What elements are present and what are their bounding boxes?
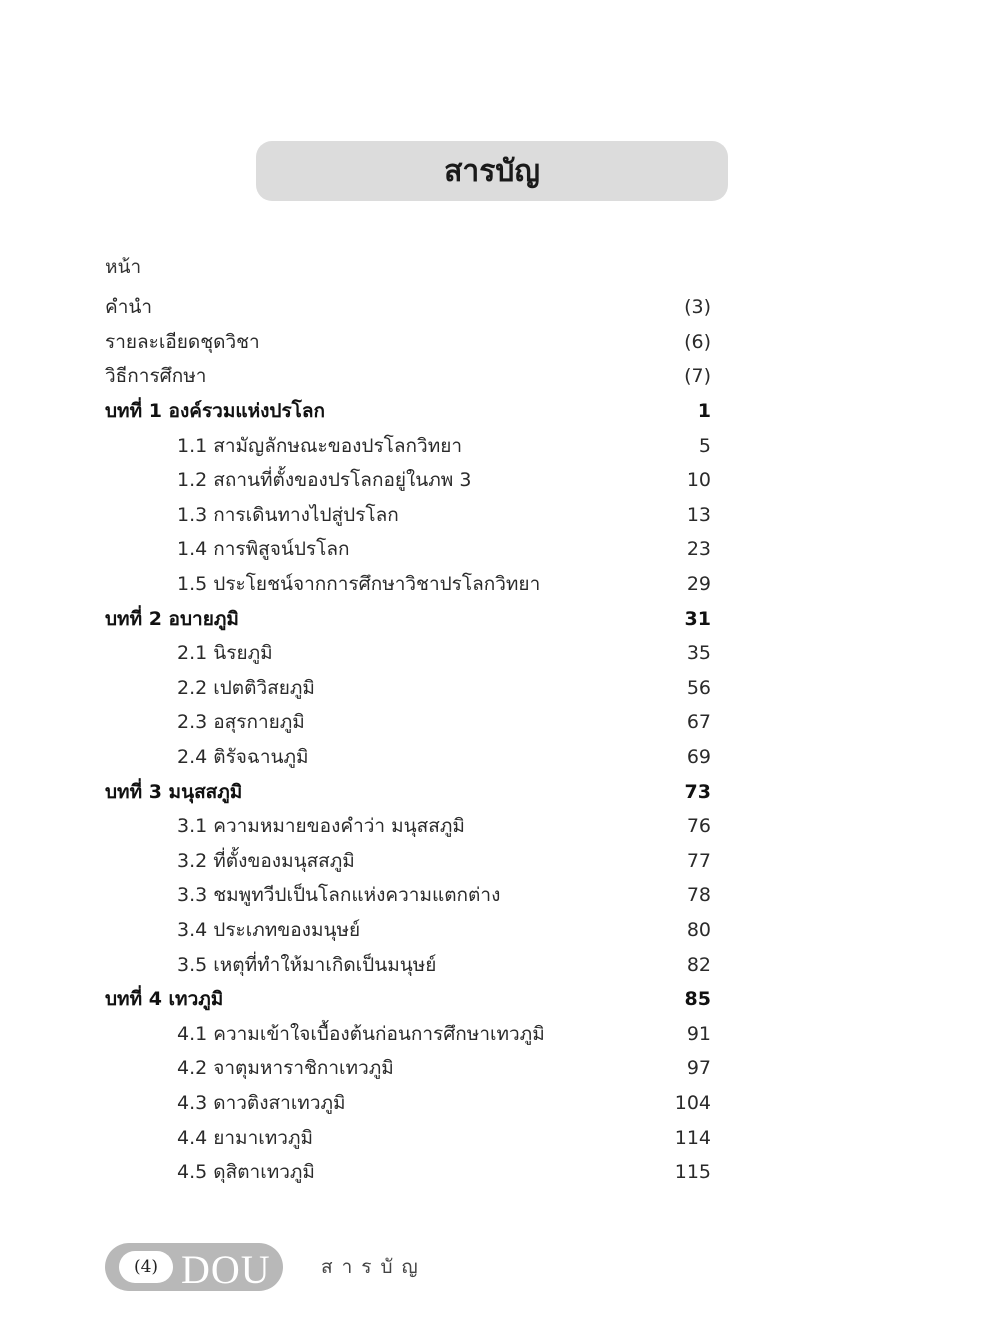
toc-section-row[interactable] [105,567,711,602]
toc-front-row[interactable] [105,325,711,360]
toc-section-row[interactable] [105,1155,711,1190]
title-banner [256,141,728,201]
toc-front-row[interactable] [105,359,711,394]
toc-entry-title: 3.3 ชมพูทวีปเป็นโลกแห่งความแตกต่าง [177,884,501,907]
toc-entry-page: 35 [686,642,711,665]
toc-section-row[interactable] [105,705,711,740]
toc-entry-title: คำนำ [105,296,153,319]
toc-entry-page: 13 [686,503,711,526]
toc-entry-title: 3.5 เหตุที่ทำให้มาเกิดเป็นมนุษย์ [177,953,437,976]
toc-entry-title: 1.3 การเดินทางไปสู่ปรโลก [177,503,399,526]
toc-chapter-row[interactable] [105,601,711,636]
toc-entry-title: วิธีการศึกษา [105,365,207,388]
toc-entry-page: 85 [684,988,711,1011]
toc-entry-page: (3) [684,296,711,319]
toc-entry-title: 2.1 นิรยภูมิ [177,642,273,665]
toc-entry-page: (7) [684,365,711,388]
toc-section-row[interactable] [105,809,711,844]
page-title: สารบัญ [444,153,540,189]
toc-entry-title: 4.2 จาตุมหาราชิกาเทวภูมิ [177,1057,394,1080]
toc-section-row[interactable] [105,740,711,775]
toc-section-row[interactable] [105,1016,711,1051]
toc-section-row[interactable] [105,636,711,671]
toc-entry-page: 69 [686,746,711,769]
toc-front-row[interactable] [105,290,711,325]
toc-entry-title: 1.4 การพิสูจน์ปรโลก [177,538,350,561]
toc-entry-page: 73 [684,780,711,803]
toc-entry-title: รายละเอียดชุดวิชา [105,330,260,353]
toc-section-row[interactable] [105,671,711,706]
footer-running-title: สารบัญ [321,1256,427,1278]
toc-entry-page: 77 [686,849,711,872]
footer [105,1243,427,1291]
toc-section-row[interactable] [105,947,711,982]
toc-entry-page: 115 [674,1161,711,1184]
toc-entry-page: 91 [686,1022,711,1045]
table-of-contents [105,290,711,1189]
toc-entry-page: 78 [686,884,711,907]
toc-entry-page: 5 [698,434,711,457]
toc-entry-title: 3.1 ความหมายของคำว่า มนุสสภูมิ [177,815,465,838]
toc-entry-title: บทที่ 4 เทวภูมิ [105,988,224,1011]
toc-entry-page: 114 [674,1126,711,1149]
toc-entry-page: 23 [686,538,711,561]
toc-entry-page: 31 [684,607,711,630]
toc-entry-title: 2.3 อสุรกายภูมิ [177,711,305,734]
footer-badge [105,1243,283,1291]
toc-entry-title: 3.2 ที่ตั้งของมนุสสภูมิ [177,849,355,872]
toc-section-row[interactable] [105,428,711,463]
toc-entry-title: 4.1 ความเข้าใจเบื้องต้นก่อนการศึกษาเทวภูมิ [177,1022,545,1045]
toc-section-row[interactable] [105,1120,711,1155]
toc-section-row[interactable] [105,463,711,498]
toc-section-row[interactable] [105,1086,711,1121]
toc-chapter-row[interactable] [105,982,711,1017]
toc-entry-page: 29 [686,573,711,596]
toc-entry-title: บทที่ 2 อบายภูมิ [105,607,239,630]
toc-section-row[interactable] [105,913,711,948]
toc-section-row[interactable] [105,878,711,913]
footer-page-number: (4) [119,1251,173,1283]
toc-section-row[interactable] [105,1051,711,1086]
toc-entry-title: 1.1 สามัญลักษณะของปรโลกวิทยา [177,434,463,457]
toc-entry-page: 97 [686,1057,711,1080]
toc-entry-page: 76 [686,815,711,838]
toc-section-row[interactable] [105,498,711,533]
toc-entry-title: 4.5 ดุสิตาเทวภูมิ [177,1161,315,1184]
toc-entry-title: 3.4 ประเภทของมนุษย์ [177,918,361,941]
toc-entry-title: บทที่ 3 มนุสสภูมิ [105,780,243,803]
toc-chapter-row[interactable] [105,394,711,429]
toc-entry-title: 4.3 ดาวติงสาเทวภูมิ [177,1091,346,1114]
toc-section-row[interactable] [105,532,711,567]
toc-entry-title: บทที่ 1 องค์รวมแห่งปรโลก [105,400,326,423]
page-column-label: หน้า [105,256,142,278]
toc-entry-title: 1.5 ประโยชน์จากการศึกษาวิชาปรโลกวิทยา [177,573,541,596]
toc-entry-page: 80 [686,918,711,941]
toc-entry-page: (6) [684,330,711,353]
toc-entry-page: 10 [686,469,711,492]
toc-entry-page: 1 [697,400,711,423]
toc-entry-title: 2.2 เปตติวิสยภูมิ [177,676,315,699]
toc-entry-page: 104 [674,1091,711,1114]
toc-entry-title: 2.4 ติรัจฉานภูมิ [177,746,309,769]
dou-logo: DOU [181,1247,271,1292]
toc-entry-page: 82 [686,953,711,976]
toc-entry-title: 4.4 ยามาเทวภูมิ [177,1126,313,1149]
toc-section-row[interactable] [105,844,711,879]
toc-entry-page: 56 [686,676,711,699]
toc-chapter-row[interactable] [105,774,711,809]
toc-entry-page: 67 [686,711,711,734]
toc-entry-title: 1.2 สถานที่ตั้งของปรโลกอยู่ในภพ 3 [177,469,472,492]
